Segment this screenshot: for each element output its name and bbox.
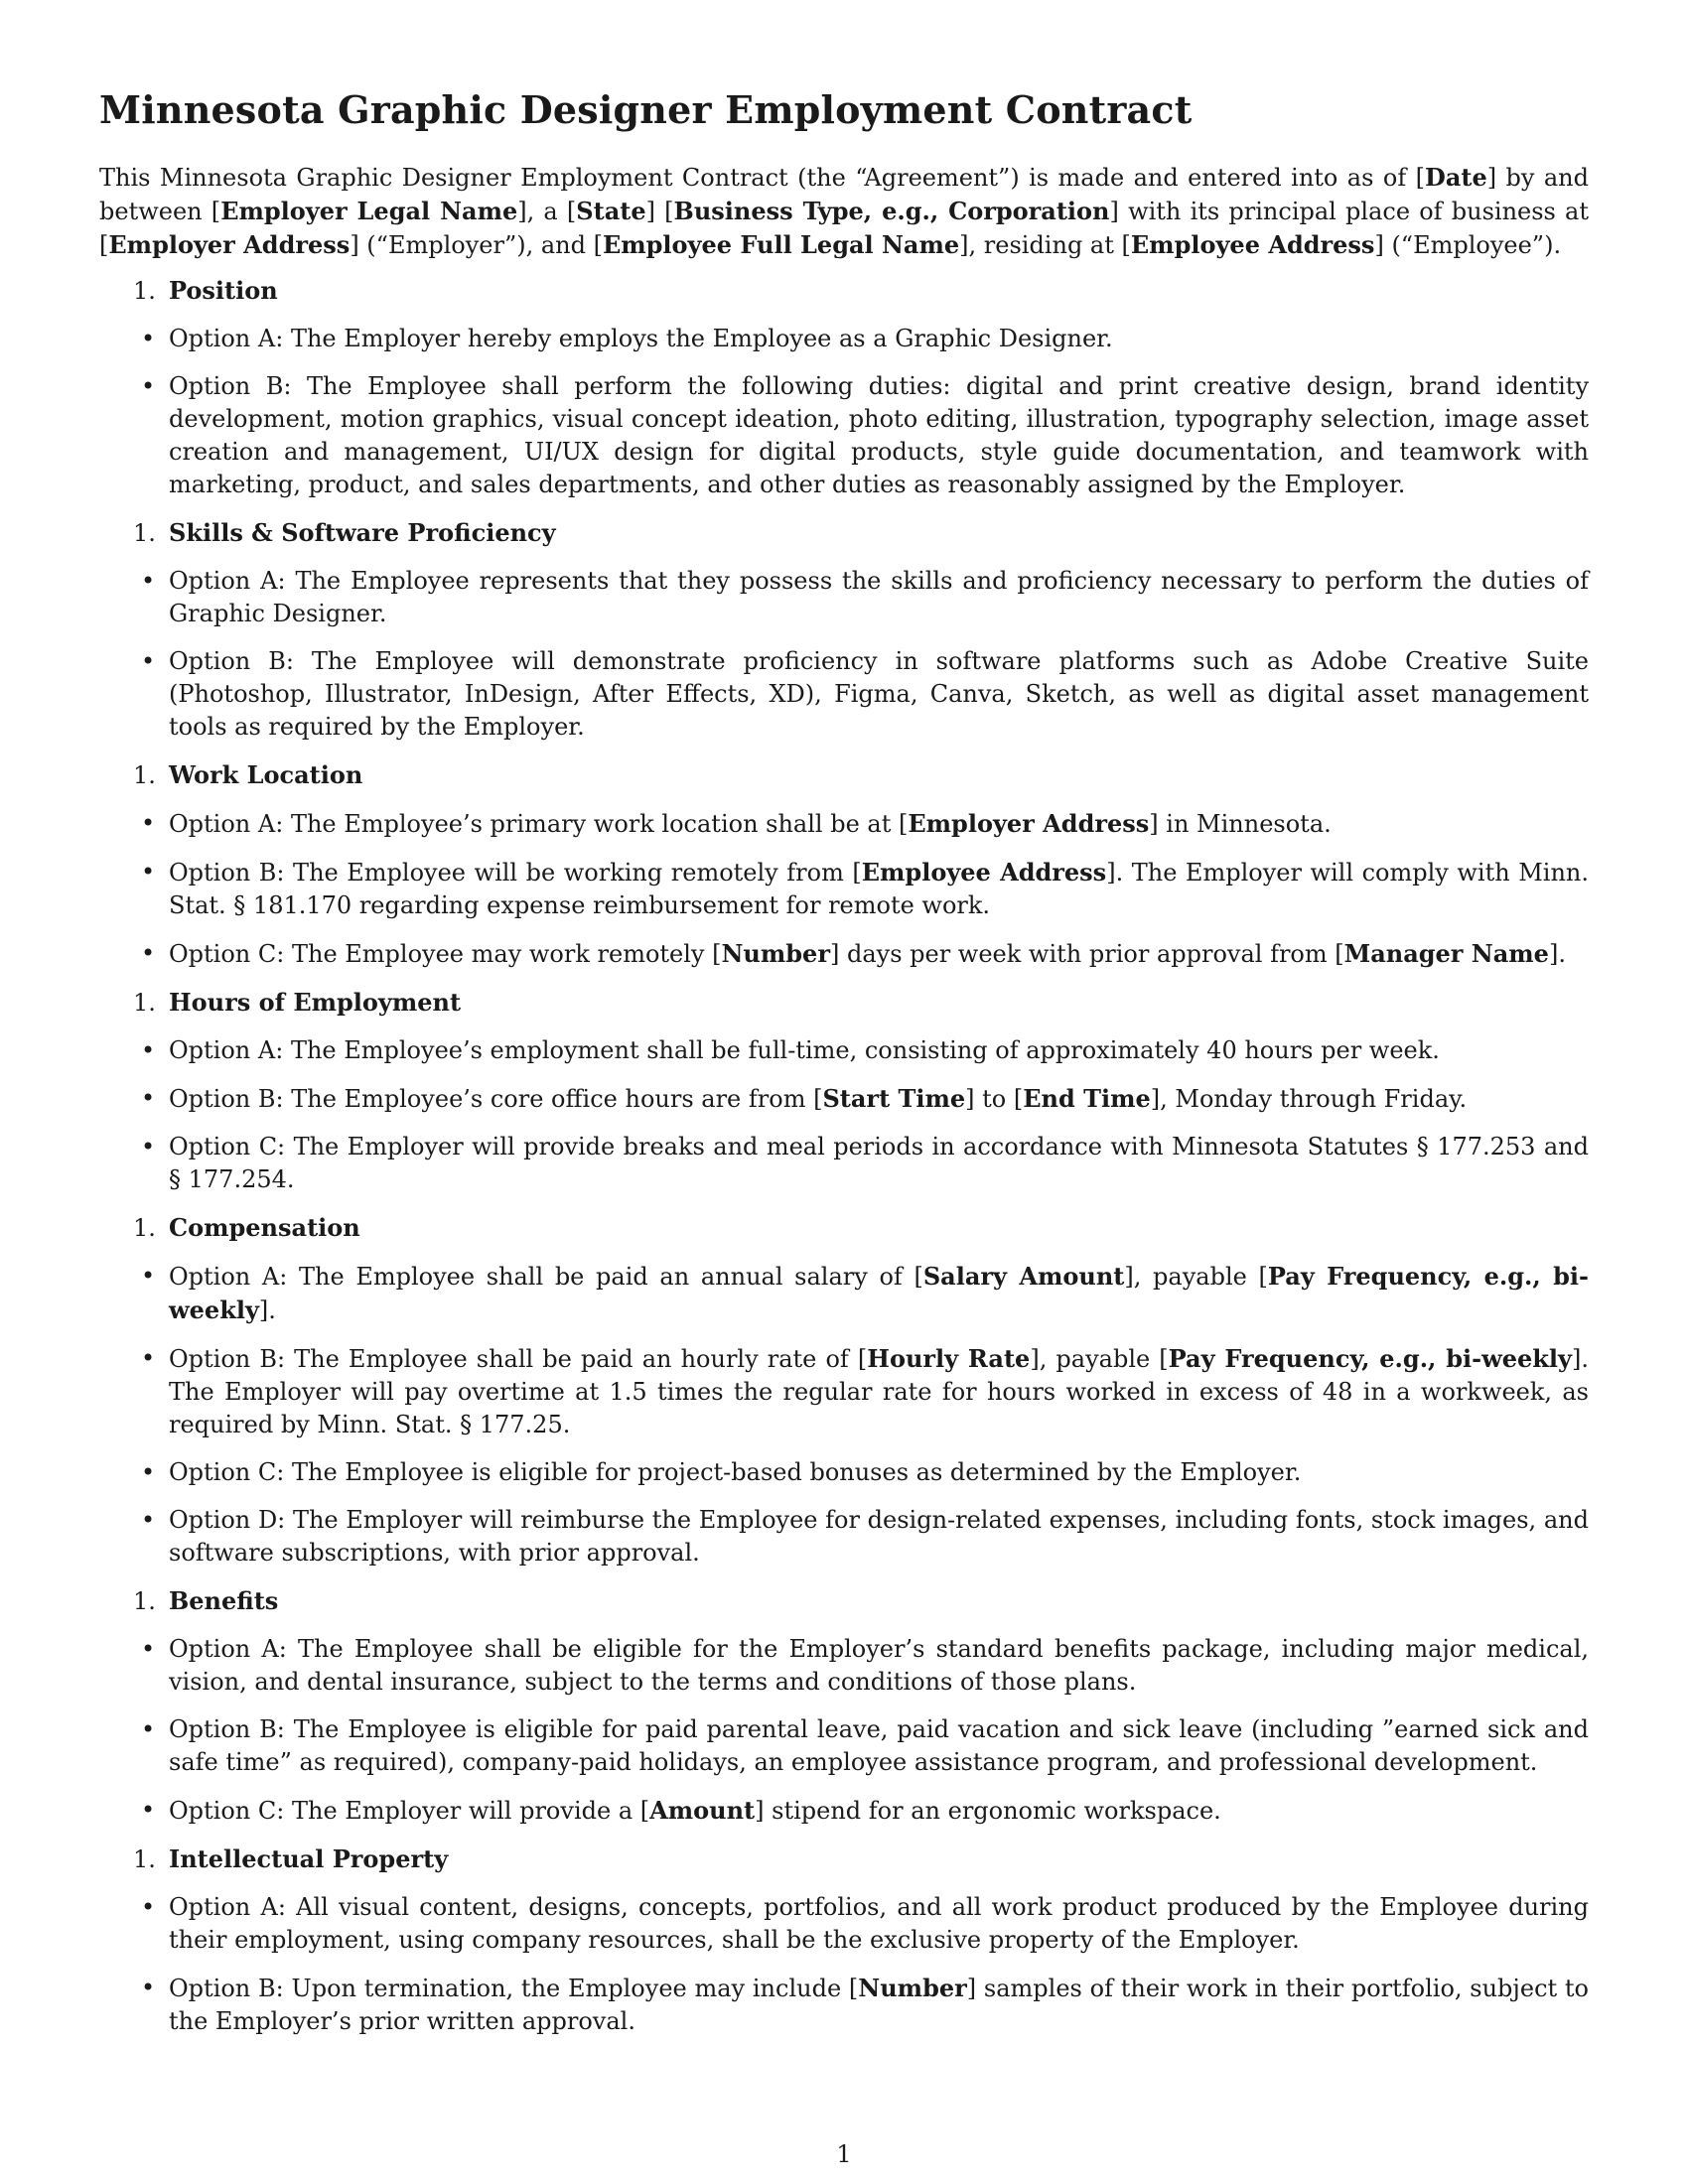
placeholder-pay-frequency: Pay Frequency, e.g., bi-weekly xyxy=(169,1262,1589,1324)
option-item: • Option D: The Employer will reimburse the Employee for design-related expenses, including fonts, stock images, and software subscriptions, with prior approval. xyxy=(169,1504,1589,1570)
placeholder-date: Date xyxy=(1425,163,1487,192)
section-title: Benefits xyxy=(169,1586,279,1615)
placeholder-employer-address: Employer Address xyxy=(108,230,351,259)
placeholder-salary-amount: Salary Amount xyxy=(922,1262,1125,1291)
section-skills xyxy=(99,516,1589,744)
section-title: Hours of Employment xyxy=(169,988,462,1017)
section-position xyxy=(99,274,1589,501)
placeholder-employer-legal-name: Employer Legal Name xyxy=(220,197,518,225)
placeholder-end-time: End Time xyxy=(1023,1084,1151,1113)
placeholder-pay-frequency: Pay Frequency, e.g., bi-weekly xyxy=(1168,1344,1572,1373)
option-item: • Option A: All visual content, designs, concepts, portfolios, and all work product produced by the Employee during their employment, using company resources, shall be the exclusive property of the Employer. xyxy=(169,1891,1589,1957)
placeholder-number: Number xyxy=(721,939,830,968)
option-item: • Option B: Upon termination, the Employee may include [Number] samples of their work in their portfolio, subject to the Employer’s prior written approval. xyxy=(169,1972,1589,2038)
option-item: • Option A: The Employee shall be eligible for the Employer’s standard benefits package, including major medical, vision, and dental insurance, subject to the terms and conditions of those plans. xyxy=(169,1633,1589,1699)
placeholder-employee-address: Employee Address xyxy=(1130,230,1375,259)
option-item: • Option B: The Employee will be working remotely from [Employee Address]. The Employer will comply with Minn. Stat. § 181.170 regarding expense reimbursement for remote work. xyxy=(169,856,1589,922)
placeholder-employee-address: Employee Address xyxy=(861,858,1107,887)
placeholder-manager-name: Manager Name xyxy=(1343,939,1549,968)
section-title: Compensation xyxy=(169,1213,360,1242)
placeholder-business-type: Business Type, e.g., Corporation xyxy=(673,197,1110,225)
section-title: Position xyxy=(169,276,278,305)
section-title: Skills & Software Proficiency xyxy=(169,518,556,547)
section-benefits xyxy=(99,1584,1589,1828)
option-item: • Option C: The Employee is eligible for project-based bonuses as determined by the Employer. xyxy=(169,1456,1589,1489)
section-heading xyxy=(99,758,1589,792)
placeholder-amount: Amount xyxy=(649,1796,756,1825)
section-number: 1. xyxy=(133,761,156,789)
placeholder-start-time: Start Time xyxy=(822,1084,966,1113)
intro-paragraph: This Minnesota Graphic Designer Employment Contract (the “Agreement”) is made and entered into as of [Date] by and between [Employer Legal Name], a [State] [Business Type, e.g., Corporation] with its principal place of business at [Employer Address] (“Employer”), and [Employee Full Legal Name], residing at [Employee Address] (“Employee”). xyxy=(99,163,1590,259)
document-title: Minnesota Graphic Designer Employment Contract xyxy=(99,87,1193,132)
placeholder-employer-address: Employer Address xyxy=(908,809,1150,838)
placeholder-hourly-rate: Hourly Rate xyxy=(867,1344,1031,1373)
section-heading xyxy=(99,1843,1589,1876)
section-heading xyxy=(99,1211,1589,1245)
page-number: 1 xyxy=(836,2140,852,2168)
placeholder-employee-name: Employee Full Legal Name xyxy=(602,230,960,259)
section-title: Work Location xyxy=(169,760,363,789)
option-item: • Option C: The Employer will provide a [Amount] stipend for an ergonomic workspace. xyxy=(169,1794,1589,1828)
section-number: 1. xyxy=(133,519,156,547)
option-item: • Option B: The Employee shall be paid an hourly rate of [Hourly Rate], payable [Pay Frequency, e.g., bi-weekly]. The Employer will pay overtime at 1.5 times the regular rate for hours worked in excess of 48 in a workweek, as required by Minn. Stat. § 177.25. xyxy=(169,1342,1589,1441)
section-compensation xyxy=(99,1211,1589,1570)
section-heading xyxy=(99,986,1589,1020)
section-heading xyxy=(99,274,1589,308)
option-item: • Option A: The Employee represents that they possess the skills and proficiency necessary to perform the duties of Graphic Designer. xyxy=(169,565,1589,630)
option-item: • Option B: The Employee is eligible for paid parental leave, paid vacation and sick leave (including ”earned sick and safe time” as required), company-paid holidays, an employee assistance program, and professional development. xyxy=(169,1713,1589,1779)
section-number: 1. xyxy=(133,989,156,1017)
section-hours xyxy=(99,986,1589,1196)
option-item: • Option B: The Employee will demonstrate proficiency in software platforms such as Adobe Creative Suite (Photoshop, Illustrator, InDesign, After Effects, XD), Figma, Canva, Sketch, as well as digital asset management tools as required by the Employer. xyxy=(169,645,1589,744)
option-item: • Option A: The Employee’s primary work location shall be at [Employer Address] in Minnesota. xyxy=(169,807,1589,841)
section-number: 1. xyxy=(133,277,156,305)
section-heading xyxy=(99,1584,1589,1618)
section-number: 1. xyxy=(133,1214,156,1242)
section-intellectual-property xyxy=(99,1843,1589,2038)
option-item: • Option A: The Employer hereby employs the Employee as a Graphic Designer. xyxy=(169,323,1589,355)
option-item: • Option C: The Employee may work remotely [Number] days per week with prior approval from [Manager Name]. xyxy=(169,937,1589,971)
section-work-location xyxy=(99,758,1589,971)
section-number: 1. xyxy=(133,1587,156,1615)
option-item: • Option A: The Employee shall be paid an annual salary of [Salary Amount], payable [Pay Frequency, e.g., bi-weekly]. xyxy=(169,1260,1589,1327)
option-item: • Option A: The Employee’s employment shall be full-time, consisting of approximately 40 hours per week. xyxy=(169,1034,1589,1067)
option-item: • Option B: The Employee’s core office hours are from [Start Time] to [End Time], Monday through Friday. xyxy=(169,1082,1589,1116)
option-item: • Option C: The Employer will provide breaks and meal periods in accordance with Minnesota Statutes § 177.253 and § 177.254. xyxy=(169,1131,1589,1196)
placeholder-state: State xyxy=(576,197,646,225)
section-heading xyxy=(99,516,1589,550)
section-number: 1. xyxy=(133,1845,156,1873)
section-title: Intellectual Property xyxy=(169,1844,449,1873)
placeholder-number: Number xyxy=(858,1974,967,2002)
option-item: • Option B: The Employee shall perform the following duties: digital and print creative design, brand identity development, motion graphics, visual concept ideation, photo editing, illustration, typography selection, image asset creation and management, UI/UX design for digital products, style guide documentation, and teamwork with marketing, product, and sales departments, and other duties as reasonably assigned by the Employer. xyxy=(169,370,1589,501)
